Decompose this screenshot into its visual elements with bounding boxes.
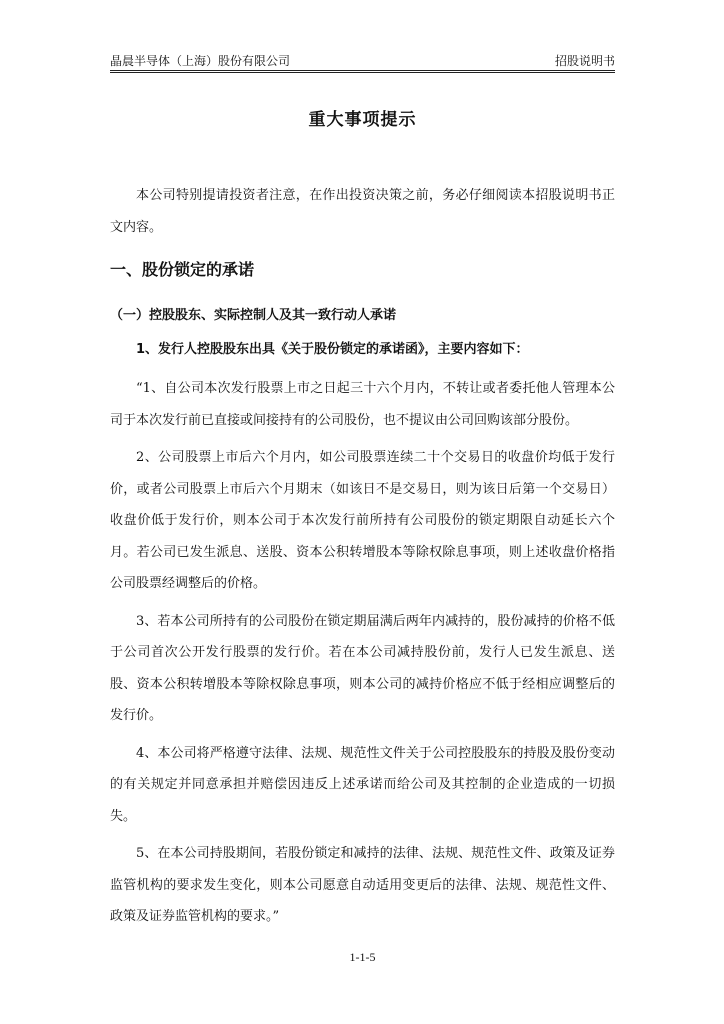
page-title: 重大事项提示 [308, 110, 417, 130]
header-divider [110, 70, 615, 73]
section-heading: 一、股份锁定的承诺 [110, 260, 255, 279]
page-header [110, 52, 615, 70]
intro-paragraph: 本公司特别提请投资者注意，在作出投资决策之前，务必仔细阅读本招股说明书正文内容。 [110, 188, 615, 235]
commitment-paragraph: 2、公司股票上市后六个月内，如公司股票连续二十个交易日的收盘价均低于发行价，或者公司股票上市后六个月期末（如该日不是交易日，则为该日后第一个交易日）收盘价低于发行价，则本公司于本次发行前所持有公司股份的锁定期限自动延长六个月。若公司已发生派息、送股、资本公积转增股本等除权除息事项，则上述收盘价格指公司股票经调整后的价格。 [110, 450, 615, 591]
commitment-paragraph: 3、若本公司所持有的公司股份在锁定期届满后两年内减持的，股份减持的价格不低于公司首次公开发行股票的发行价。若在本公司减持股份前，发行人已发生派息、送股、资本公积转增股本等除权除息事项，则本公司的减持价格应不低于经相应调整后的发行价。 [110, 613, 615, 723]
page-number: 1-1-5 [349, 950, 376, 964]
item-heading: 1、发行人控股股东出具《关于股份锁定的承诺函》，主要内容如下： [136, 342, 529, 357]
header-document-type: 招股说明书 [554, 54, 615, 68]
subsection-heading: （一）控股股东、实际控制人及其一致行动人承诺 [110, 308, 397, 323]
commitment-paragraph: 5、在本公司持股期间，若股份锁定和减持的法律、法规、规范性文件、政策及证券监管机构的要求发生变化，则本公司愿意自动适用变更后的法律、法规、规范性文件、政策及证券监管机构的要求。” [110, 846, 615, 924]
document-body [110, 180, 615, 939]
commitment-paragraph: “1、自公司本次发行股票上市之日起三十六个月内，不转让或者委托他人管理本公司于本次发行前已直接或间接持有的公司股份，也不提议由公司回购该部分股份。 [110, 381, 615, 428]
commitment-paragraph: 4、本公司将严格遵守法律、法规、规范性文件关于公司控股股东的持股及股份变动的有关规定并同意承担并赔偿因违反上述承诺而给公司及其控制的企业造成的一切损失。 [110, 745, 615, 824]
header-company-name: 晶晨半导体（上海）股份有限公司 [110, 54, 291, 68]
